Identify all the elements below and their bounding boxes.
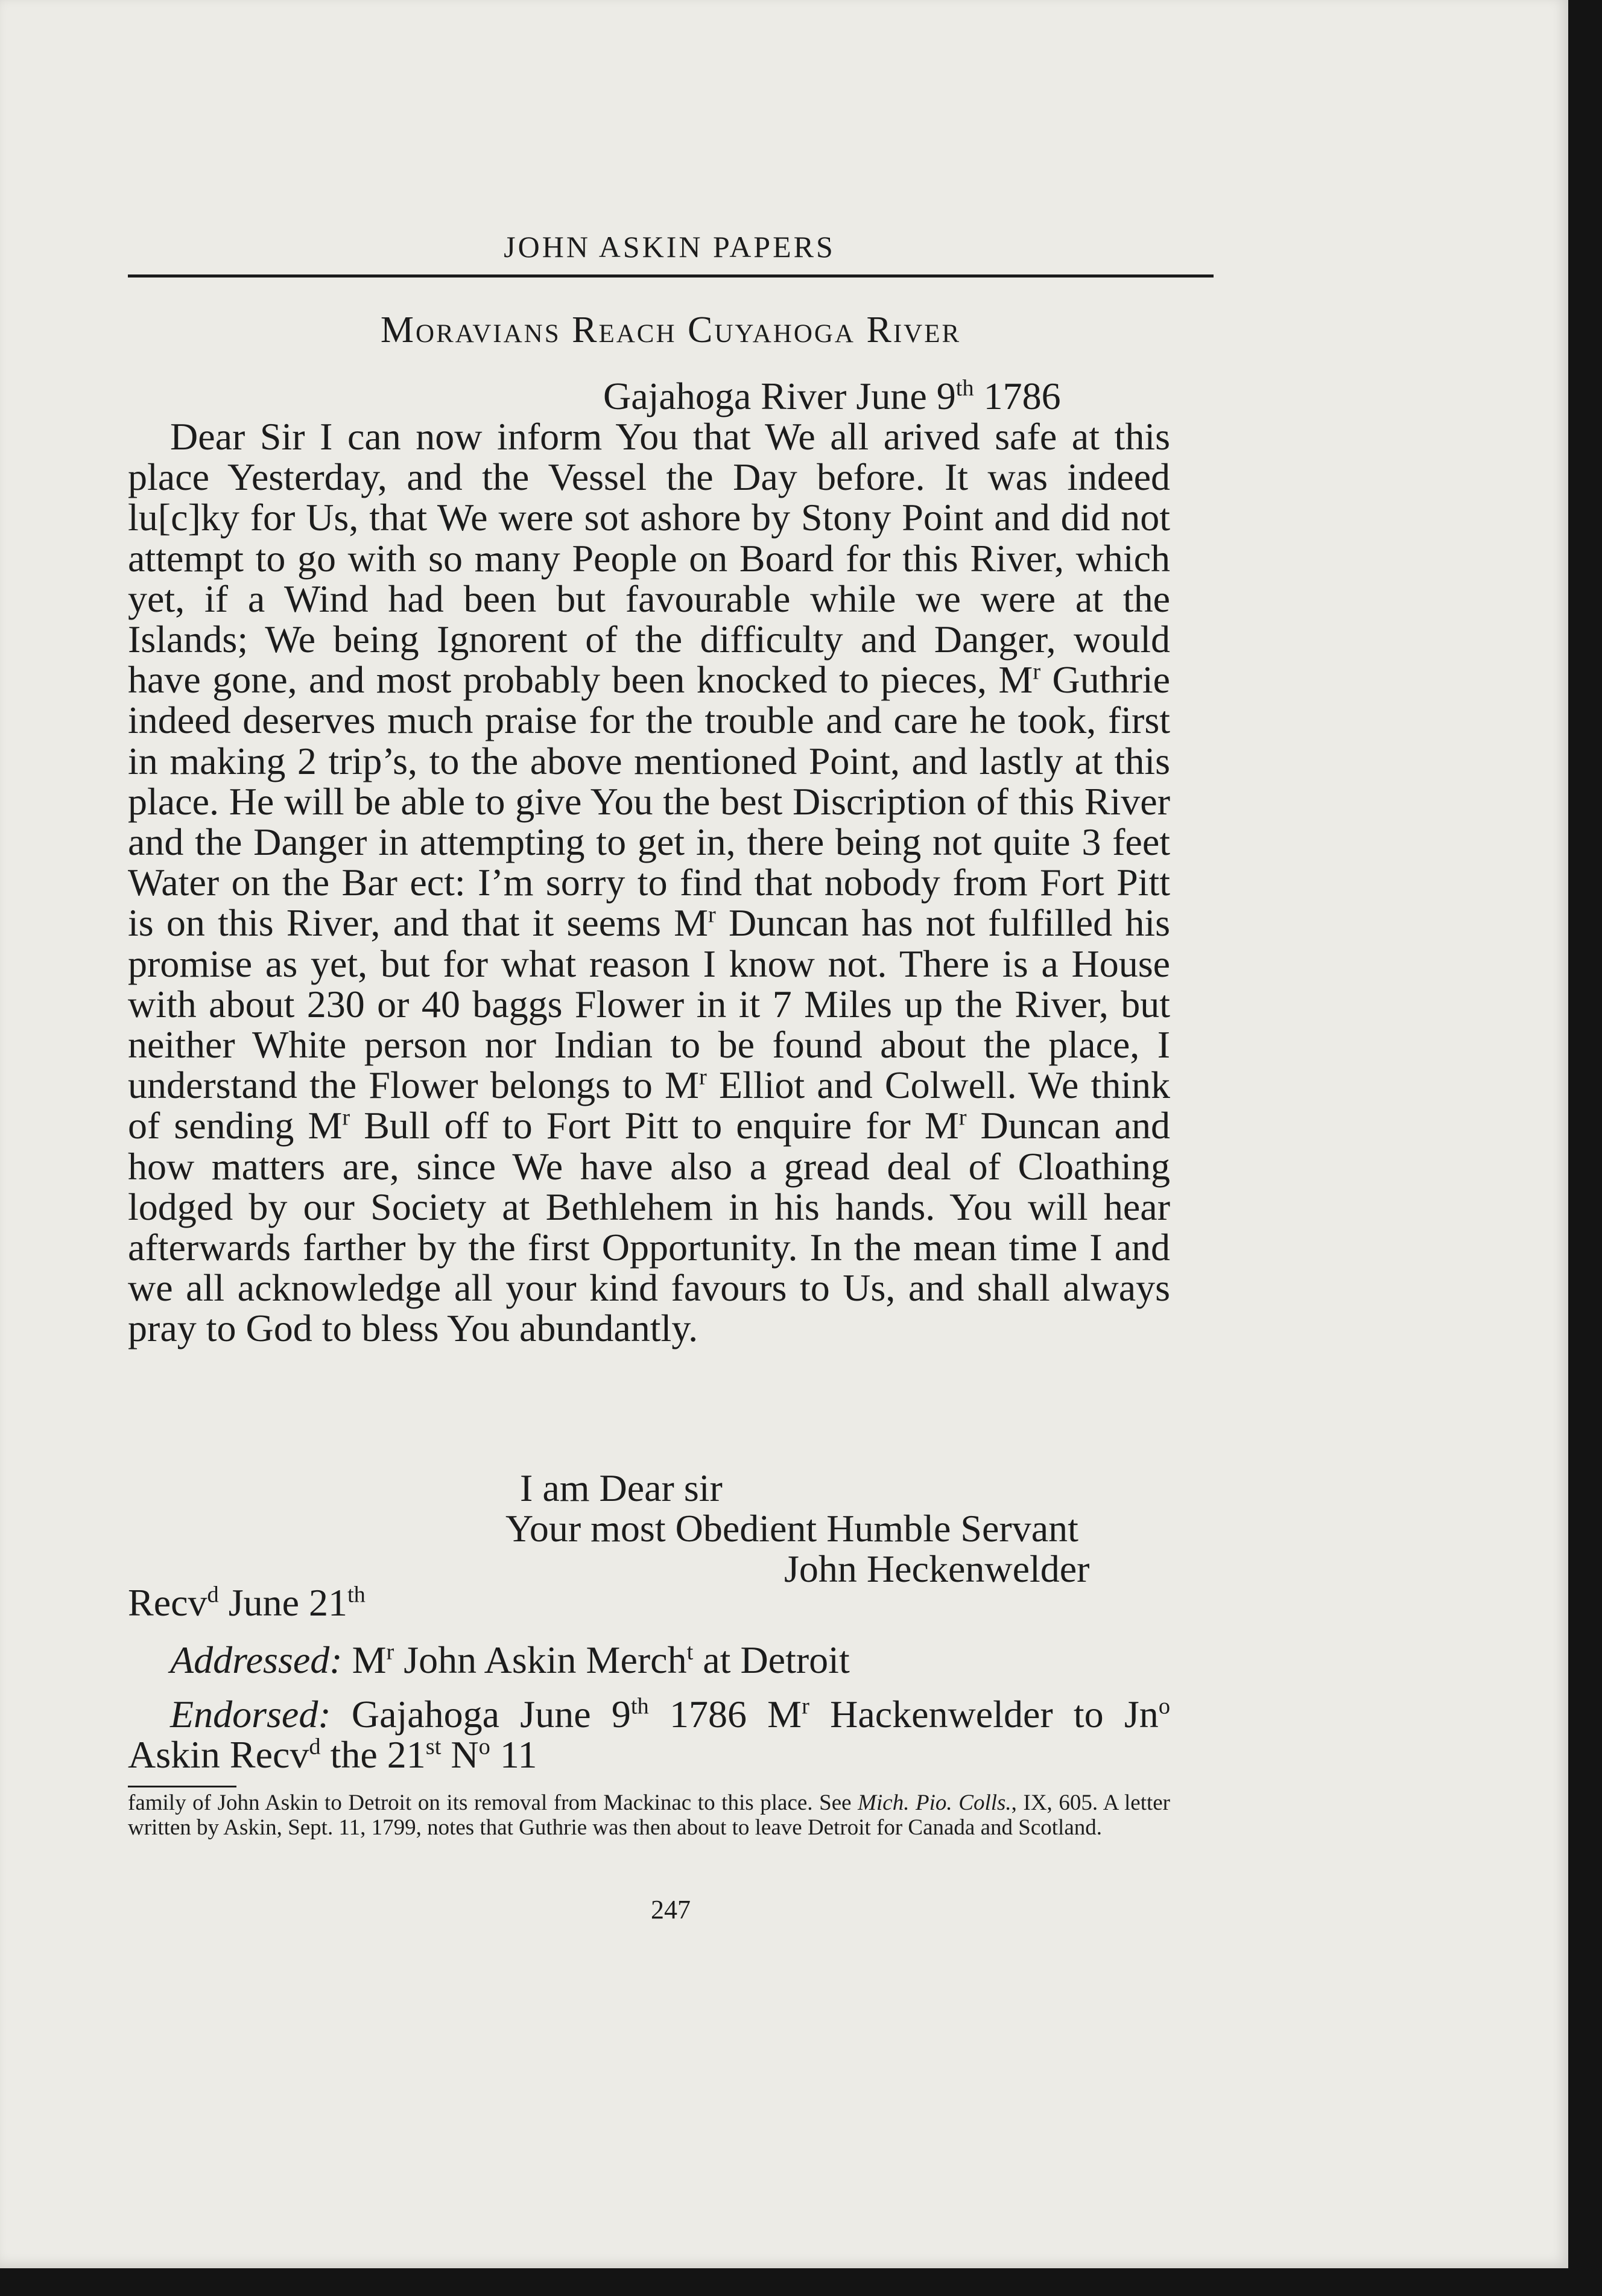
- endorsed-text-4: Askin Recv: [128, 1733, 309, 1777]
- footnote-reference: Mich. Pio. Colls.: [858, 1790, 1012, 1815]
- page-number: 247: [651, 1895, 691, 1924]
- addressed-sup-1: r: [386, 1639, 394, 1665]
- endorsed-sup-6: o: [478, 1734, 490, 1760]
- received-text-2: June 21: [218, 1581, 348, 1624]
- dateline-text: Gajahoga River June 9: [603, 375, 956, 417]
- scan-border-bottom: [0, 2268, 1602, 2296]
- addressed-note: [170, 1638, 850, 1682]
- endorsed-text-3: Hackenwelder to Jn: [809, 1693, 1159, 1736]
- body-text-4: Elliot and Colwell. We think of sending M: [128, 1064, 1171, 1147]
- endorsed-text-5: the 21: [320, 1733, 426, 1777]
- endorsed-sup-5: st: [425, 1734, 442, 1760]
- running-head: JOHN ASKIN PAPERS: [504, 230, 835, 264]
- document-title: Moravians Reach Cuyahoga River: [380, 309, 961, 350]
- header-rule: [128, 274, 1214, 277]
- closing-salutation: I am Dear sir: [520, 1467, 723, 1509]
- superscript-4: r: [342, 1105, 350, 1131]
- endorsed-sup-4: d: [309, 1734, 321, 1760]
- footnote: [128, 1790, 1170, 1840]
- addressed-text-1: M: [342, 1638, 387, 1681]
- endorsed-text-2: 1786 M: [648, 1693, 802, 1736]
- endorsed-sup-2: r: [802, 1693, 809, 1719]
- addressed-label: Addressed:: [170, 1638, 343, 1681]
- addressed-text-2: John Askin Merch: [394, 1638, 687, 1681]
- addressed-sup-2: t: [686, 1639, 694, 1665]
- endorsed-sup-3: o: [1158, 1693, 1171, 1719]
- body-text-3: Duncan has not fulfilled his promise as yet, but for what reason I know not. There is a House with about 230 or 40 baggs Flower in it 7 Miles up the River, but neither White person nor Indian to be found about the place, I understand the Flower belongs to M: [128, 901, 1171, 1107]
- closing-servant: Your most Obedient Humble Servant: [505, 1507, 1078, 1550]
- body-text-1: Dear Sir I can now inform You that We all arived safe at this place Yesterday, and the Vessel the Day before. It was indeed lu[c]ky for Us, that We were sot ashore by Stony Point and did not attempt to go with so many People on Board for this River, which yet, if a Wind had been but favourable while we were at the Islands; We being Ignorent of the difficulty and Danger, would have gone, and most probably been knocked to pieces, M: [128, 415, 1170, 702]
- dateline-year: 1786: [974, 375, 1061, 417]
- received-text-1: Recv: [128, 1581, 207, 1624]
- endorsed-text-1: Gajahoga June 9: [331, 1693, 631, 1736]
- superscript-5: r: [958, 1105, 967, 1131]
- dateline-superscript: th: [955, 375, 974, 401]
- body-text-6: Duncan and how matters are, since We have also a gread deal of Cloathing lodged by our Society at Bethlehem in his hands. You will hear afterwards farther by the first Opportunity. In the mean time I and we all acknowledge all your kind favours to Us, and shall always pray to God to bless You abundantly.: [128, 1104, 1171, 1350]
- received-sup-2: th: [347, 1582, 366, 1608]
- footnote-text-2: , IX, 605. A letter written by Askin, Sept. 11, 1799, notes that Guthrie was then about to leave Detroit for Canada and Scotland.: [128, 1790, 1171, 1840]
- endorsed-note: [128, 1694, 1170, 1775]
- endorsed-text-6: N: [441, 1733, 479, 1777]
- received-note: [128, 1581, 366, 1625]
- received-sup-1: d: [207, 1582, 219, 1608]
- scan-border-right: [1568, 0, 1602, 2296]
- superscript-2: r: [708, 902, 716, 928]
- letter-dateline: [603, 374, 1061, 419]
- signature: John Heckenwelder: [784, 1547, 1090, 1590]
- body-text-5: Bull off to Fort Pitt to enquire for M: [350, 1104, 959, 1147]
- superscript-3: r: [698, 1064, 707, 1090]
- endorsed-sup-1: th: [630, 1693, 649, 1719]
- superscript-1: r: [1033, 659, 1041, 685]
- body-text-2: Guthrie indeed deserves much praise for the trouble and care he took, first in making 2 trip’s, to the above mentioned Point, and lastly at this place. He will be able to give You the best Discription of this River and the Danger in attempting to get in, there being not quite 3 feet Water on the Bar ect: I’m sorry to find that nobody from Fort Pitt is on this River, and that it seems M: [128, 658, 1171, 945]
- addressed-text-3: at Detroit: [693, 1638, 850, 1681]
- endorsed-text-7: 11: [490, 1733, 537, 1777]
- letter-body: [128, 416, 1170, 1349]
- footnote-text-1: family of John Askin to Detroit on its removal from Mackinac to this place. See: [128, 1790, 858, 1815]
- endorsed-label: Endorsed:: [170, 1693, 331, 1736]
- footnote-rule: [128, 1786, 236, 1787]
